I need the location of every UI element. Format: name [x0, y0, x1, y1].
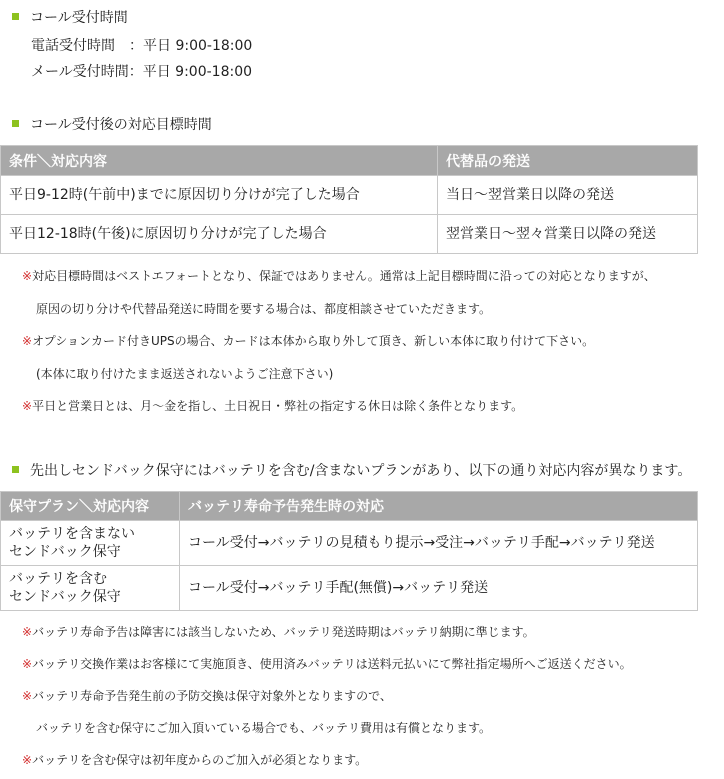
- note-text: 平日と営業日とは、月～金を指し、土日祝日・弊社の指定する休日は除く条件となります。: [32, 399, 524, 413]
- note-text: 対応目標時間はベストエフォートとなり、保証ではありません。通常は上記目標時間に沿っての対応となりますが、: [32, 269, 656, 283]
- note: [22, 752, 367, 768]
- battery-plan-table: [0, 491, 698, 611]
- note-mark: ※: [22, 399, 33, 413]
- note: [36, 366, 333, 382]
- note: [22, 688, 392, 704]
- note-text: オプションカード付きUPSの場合、カードは本体から取り外して頂き、新しい本体に取り付けて下さい。: [32, 334, 595, 348]
- note-text: バッテリを含む保守は初年度からのご加入が必須となります。: [32, 753, 368, 767]
- note-text: バッテリ寿命予告発生前の予防交換は保守対象外となりますので、: [32, 689, 392, 703]
- note-mark: ※: [22, 625, 33, 639]
- note: [22, 398, 523, 414]
- table-cell: 翌営業日～翌々営業日以降の発送: [438, 215, 698, 254]
- table-cell: コール受付→バッテリの見積もり提示→受注→バッテリ手配→バッテリ発送: [180, 521, 698, 566]
- table-header-cell: 条件＼対応内容: [1, 146, 438, 176]
- table-header-cell: バッテリ寿命予告発生時の対応: [180, 492, 698, 521]
- table-header-cell: 代替品の発送: [438, 146, 698, 176]
- table-cell: コール受付→バッテリ手配(無償)→バッテリ発送: [180, 566, 698, 611]
- table-header-row: [1, 492, 698, 521]
- table-cell: 当日～翌営業日以降の発送: [438, 176, 698, 215]
- square-bullet-icon: [12, 466, 19, 473]
- mail-hours: メール受付時間：平日 9:00-18:00: [31, 64, 253, 80]
- table-row: [1, 566, 698, 611]
- note: [22, 624, 535, 640]
- note-text: バッテリを含む保守にご加入頂いている場合でも、バッテリ費用は有償となります。: [36, 721, 492, 735]
- note-mark: ※: [22, 334, 33, 348]
- square-bullet-icon: [12, 120, 19, 127]
- square-bullet-icon: [12, 13, 19, 20]
- note-text: バッテリ交換作業はお客様にて実施頂き、使用済みバッテリは送料元払いにて弊社指定場所へご返送ください。: [32, 657, 632, 671]
- note-mark: ※: [22, 657, 33, 671]
- note: [22, 333, 594, 349]
- table-row: [1, 176, 698, 215]
- section-target-time-heading: [12, 116, 212, 134]
- note-mark: ※: [22, 689, 33, 703]
- note-text: バッテリ寿命予告は障害には該当しないため、バッテリ発送時期はバッテリ納期に準じます。: [32, 625, 535, 639]
- table-cell: バッテリを含まない センドバック保守: [1, 521, 180, 566]
- table-header-cell: 保守プラン＼対応内容: [1, 492, 180, 521]
- heading-text: コール受付時間: [30, 10, 128, 26]
- section-call-hours-heading: [12, 9, 128, 27]
- note-text: (本体に取り付けたまま返送されないようご注意下さい): [36, 367, 334, 381]
- note: [22, 656, 632, 672]
- heading-text: コール受付後の対応目標時間: [30, 117, 212, 133]
- note: [22, 268, 656, 284]
- note-mark: ※: [22, 269, 33, 283]
- table-header-row: [1, 146, 698, 176]
- table-cell: バッテリを含む センドバック保守: [1, 566, 180, 611]
- note: [36, 720, 491, 736]
- table-cell: 平日12-18時(午後)に原因切り分けが完了した場合: [1, 215, 438, 254]
- phone-hours: 電話受付時間 ：平日 9:00-18:00: [31, 38, 253, 54]
- note-text: 原因の切り分けや代替品発送に時間を要する場合は、都度相談させていただきます。: [36, 302, 492, 316]
- table-cell: 平日9-12時(午前中)までに原因切り分けが完了した場合: [1, 176, 438, 215]
- target-time-table: [0, 145, 698, 254]
- table-row: [1, 215, 698, 254]
- section-battery-plan-heading: [12, 462, 691, 480]
- note-mark: ※: [22, 753, 33, 767]
- note: [36, 301, 491, 317]
- heading-text: 先出しセンドバック保守にはバッテリを含む/含まないプランがあり、以下の通り対応内容が異なります。: [30, 463, 692, 479]
- table-row: [1, 521, 698, 566]
